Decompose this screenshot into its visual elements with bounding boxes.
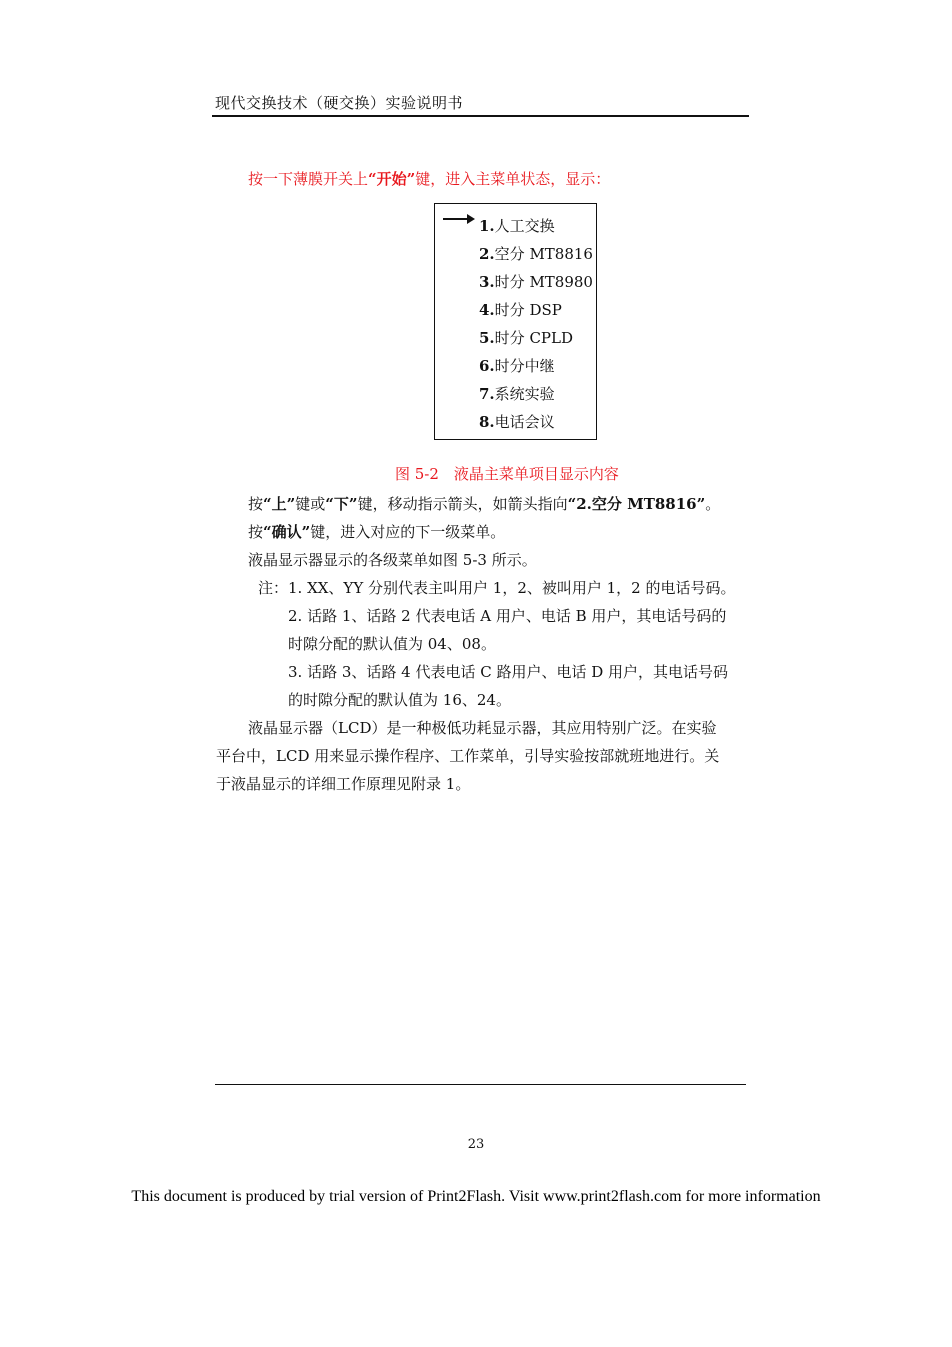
confirm-key-label: “确认” xyxy=(263,523,311,541)
menu-item-number: 1. xyxy=(479,217,495,235)
text-segment: 键或 xyxy=(295,495,326,513)
lcd-main-menu-figure xyxy=(434,203,597,440)
menu-pointer-arrow-icon xyxy=(443,218,469,220)
menu-item-3 xyxy=(479,270,593,298)
menu-item-4 xyxy=(479,298,593,326)
paragraph-submenu-ref: 液晶显示器显示的各级菜单如图 5-3 所示。 xyxy=(248,551,537,569)
menu-item-2 xyxy=(479,242,593,270)
menu-item-label: 电话会议 xyxy=(494,413,555,431)
paragraph-navigation xyxy=(248,493,720,514)
document-header-title: 现代交换技术（硬交换）实验说明书 xyxy=(215,94,464,112)
note-3-line-1: 3. 话路 3、话路 4 代表电话 C 路用户、电话 D 用户，其电话号码 xyxy=(288,663,729,681)
note-1: 注：1. XX、YY 分别代表主叫用户 1，2、被叫用户 1，2 的电话号码。 xyxy=(258,579,736,597)
menu-item-number: 4. xyxy=(479,301,495,319)
menu-item-label: 人工交换 xyxy=(494,217,555,235)
footer-rule xyxy=(215,1084,746,1085)
up-key-label: “上” xyxy=(263,495,296,513)
menu-item-number: 8. xyxy=(479,413,495,431)
note-2-line-1: 2. 话路 1、话路 2 代表电话 A 用户、电话 B 用户，其电话号码的 xyxy=(288,607,727,625)
menu-item-8 xyxy=(479,410,593,438)
paragraph-lcd-line-2: 平台中，LCD 用来显示操作程序、工作菜单，引导实验按部就班地进行。关 xyxy=(216,747,720,765)
text-segment: 键，移动指示箭头，如箭头指向 xyxy=(357,495,568,513)
figure-caption: 图 5-2 液晶主菜单项目显示内容 xyxy=(395,465,619,483)
text-segment: 按 xyxy=(248,523,264,541)
menu-item-label: 时分 CPLD xyxy=(494,329,573,347)
intro-prefix: 按一下薄膜开关上 xyxy=(248,170,369,188)
menu-item-1 xyxy=(479,214,593,242)
menu-item-number: 3. xyxy=(479,273,495,291)
header-rule xyxy=(212,115,749,117)
paragraph-lcd-line-3: 于液晶显示的详细工作原理见附录 1。 xyxy=(216,775,471,793)
menu-item-label: 系统实验 xyxy=(494,385,555,403)
menu-item-7 xyxy=(479,382,593,410)
menu-item-number: 2. xyxy=(479,245,495,263)
intro-instruction xyxy=(248,168,610,189)
target-item-label: “2.空分 MT8816” xyxy=(567,495,706,513)
menu-item-5 xyxy=(479,326,593,354)
menu-item-number: 7. xyxy=(479,385,495,403)
text-segment: 键，进入对应的下一级菜单。 xyxy=(310,523,506,541)
text-segment: 按 xyxy=(248,495,264,513)
menu-item-6 xyxy=(479,354,593,382)
menu-item-label: 空分 MT8816 xyxy=(494,245,593,263)
print2flash-trial-notice: This document is produced by trial version of Print2Flash. Visit www.print2flash.com for more information xyxy=(131,1188,821,1205)
note-2-line-2: 时隙分配的默认值为 04、08。 xyxy=(288,635,496,653)
menu-item-label: 时分 DSP xyxy=(494,301,562,319)
intro-suffix: 键，进入主菜单状态，显示： xyxy=(415,170,611,188)
menu-item-number: 5. xyxy=(479,329,495,347)
paragraph-lcd-line-1: 液晶显示器（LCD）是一种极低功耗显示器，其应用特别广泛。在实验 xyxy=(248,719,717,737)
menu-item-label: 时分 MT8980 xyxy=(494,273,593,291)
page-number: 23 xyxy=(467,1137,485,1152)
start-key-label: “开始” xyxy=(368,170,416,188)
down-key-label: “下” xyxy=(325,495,358,513)
paragraph-confirm xyxy=(248,521,505,542)
note-3-line-2: 的时隙分配的默认值为 16、24。 xyxy=(288,691,511,709)
menu-item-number: 6. xyxy=(479,357,495,375)
text-segment: 。 xyxy=(705,495,721,513)
lcd-menu-list xyxy=(479,214,593,438)
menu-item-label: 时分中继 xyxy=(494,357,555,375)
